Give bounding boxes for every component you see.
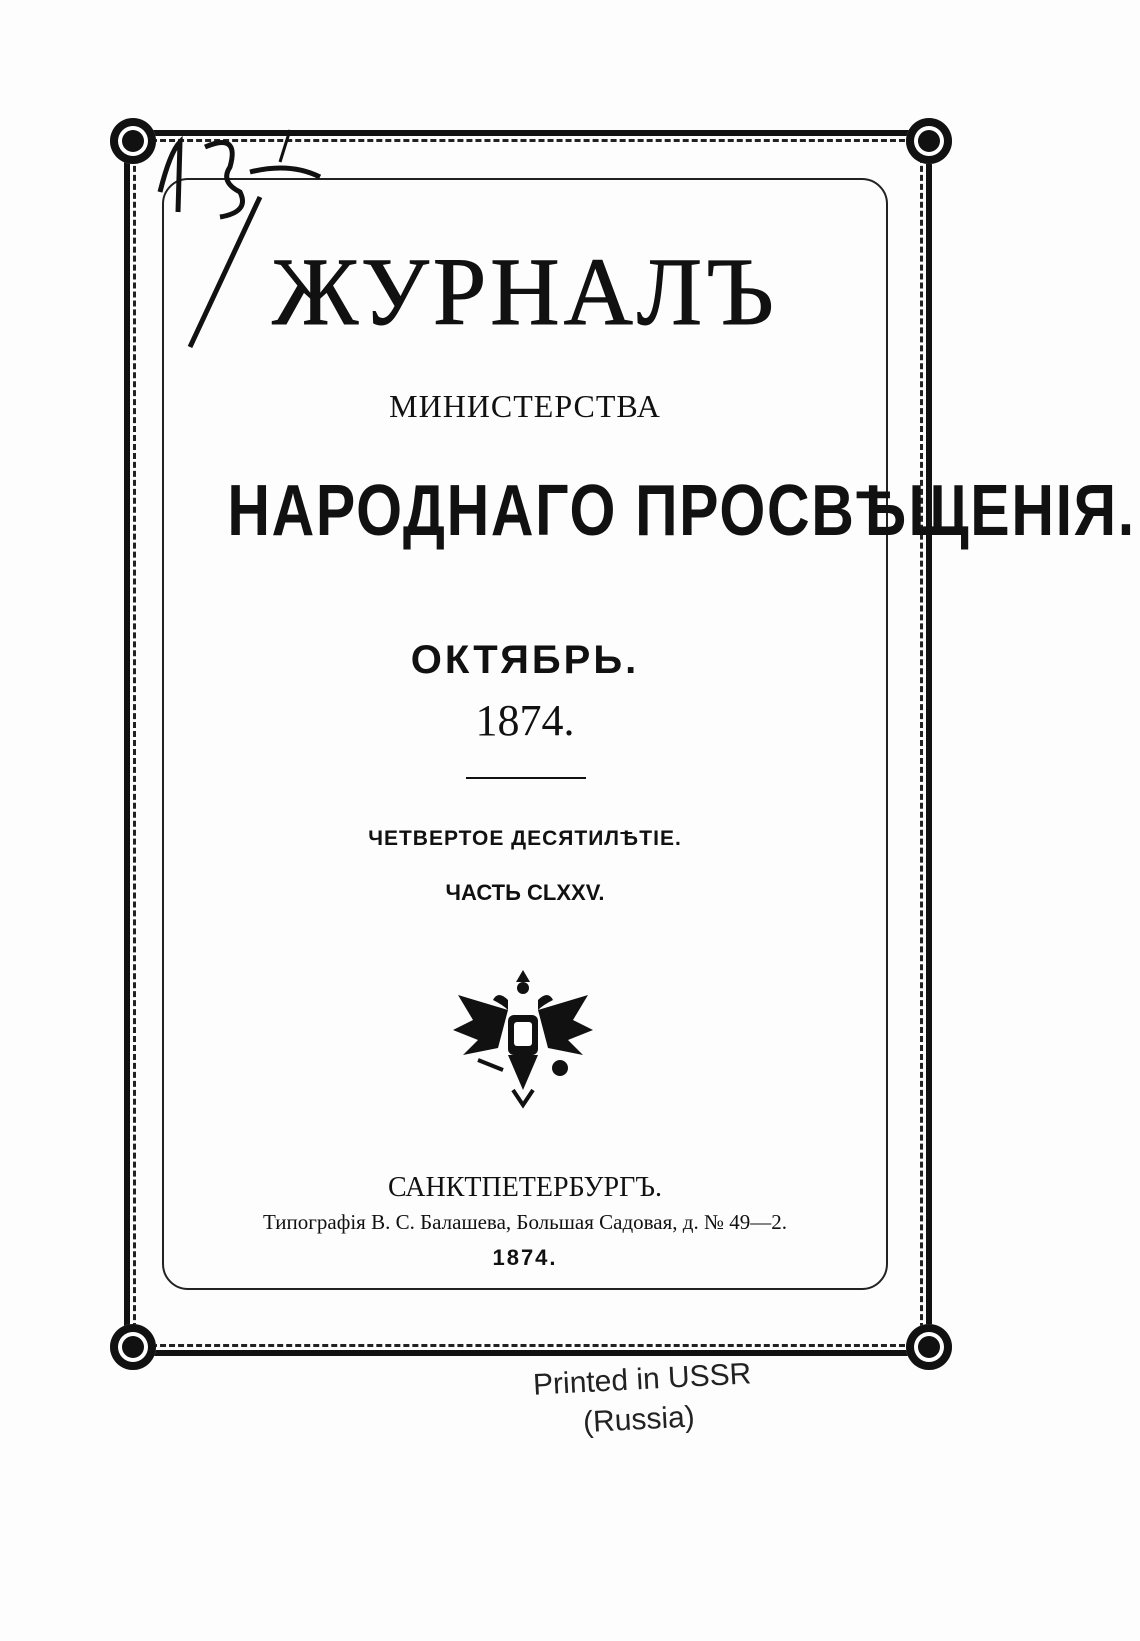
- divider-rule: [466, 777, 586, 779]
- imprint-year: 1874.: [492, 1245, 558, 1270]
- imprint-city: САНКТПЕТЕРБУРГЪ.: [387, 1172, 663, 1203]
- library-stamp: [532, 1354, 754, 1445]
- issue-decade: ЧЕТВЕРТОЕ ДЕСЯТИЛѢТІЕ.: [368, 827, 682, 850]
- corner-ornament-icon: [110, 1324, 156, 1370]
- stamp-line-2: (Russia): [582, 1400, 696, 1440]
- enlightenment-line: НАРОДНАГО ПРОСВѢЩЕНІЯ.: [227, 471, 1136, 551]
- issue-year: 1874.: [475, 696, 575, 745]
- ministry-line: МИНИСТЕРСТВА: [389, 388, 661, 424]
- journal-title: ЖУРНАЛЪ: [272, 238, 778, 345]
- double-headed-eagle-emblem-icon: [448, 960, 598, 1110]
- stamp-line-1: Printed in USSR: [532, 1357, 753, 1402]
- corner-ornament-icon: [906, 118, 952, 164]
- issue-month: ОКТЯБРЬ.: [410, 638, 640, 682]
- issue-part: ЧАСТЬ CLXXV.: [445, 880, 605, 905]
- corner-ornament-icon: [906, 1324, 952, 1370]
- imprint-printer: Типографія В. С. Балашева, Большая Садовая, д. № 49—2.: [263, 1210, 787, 1234]
